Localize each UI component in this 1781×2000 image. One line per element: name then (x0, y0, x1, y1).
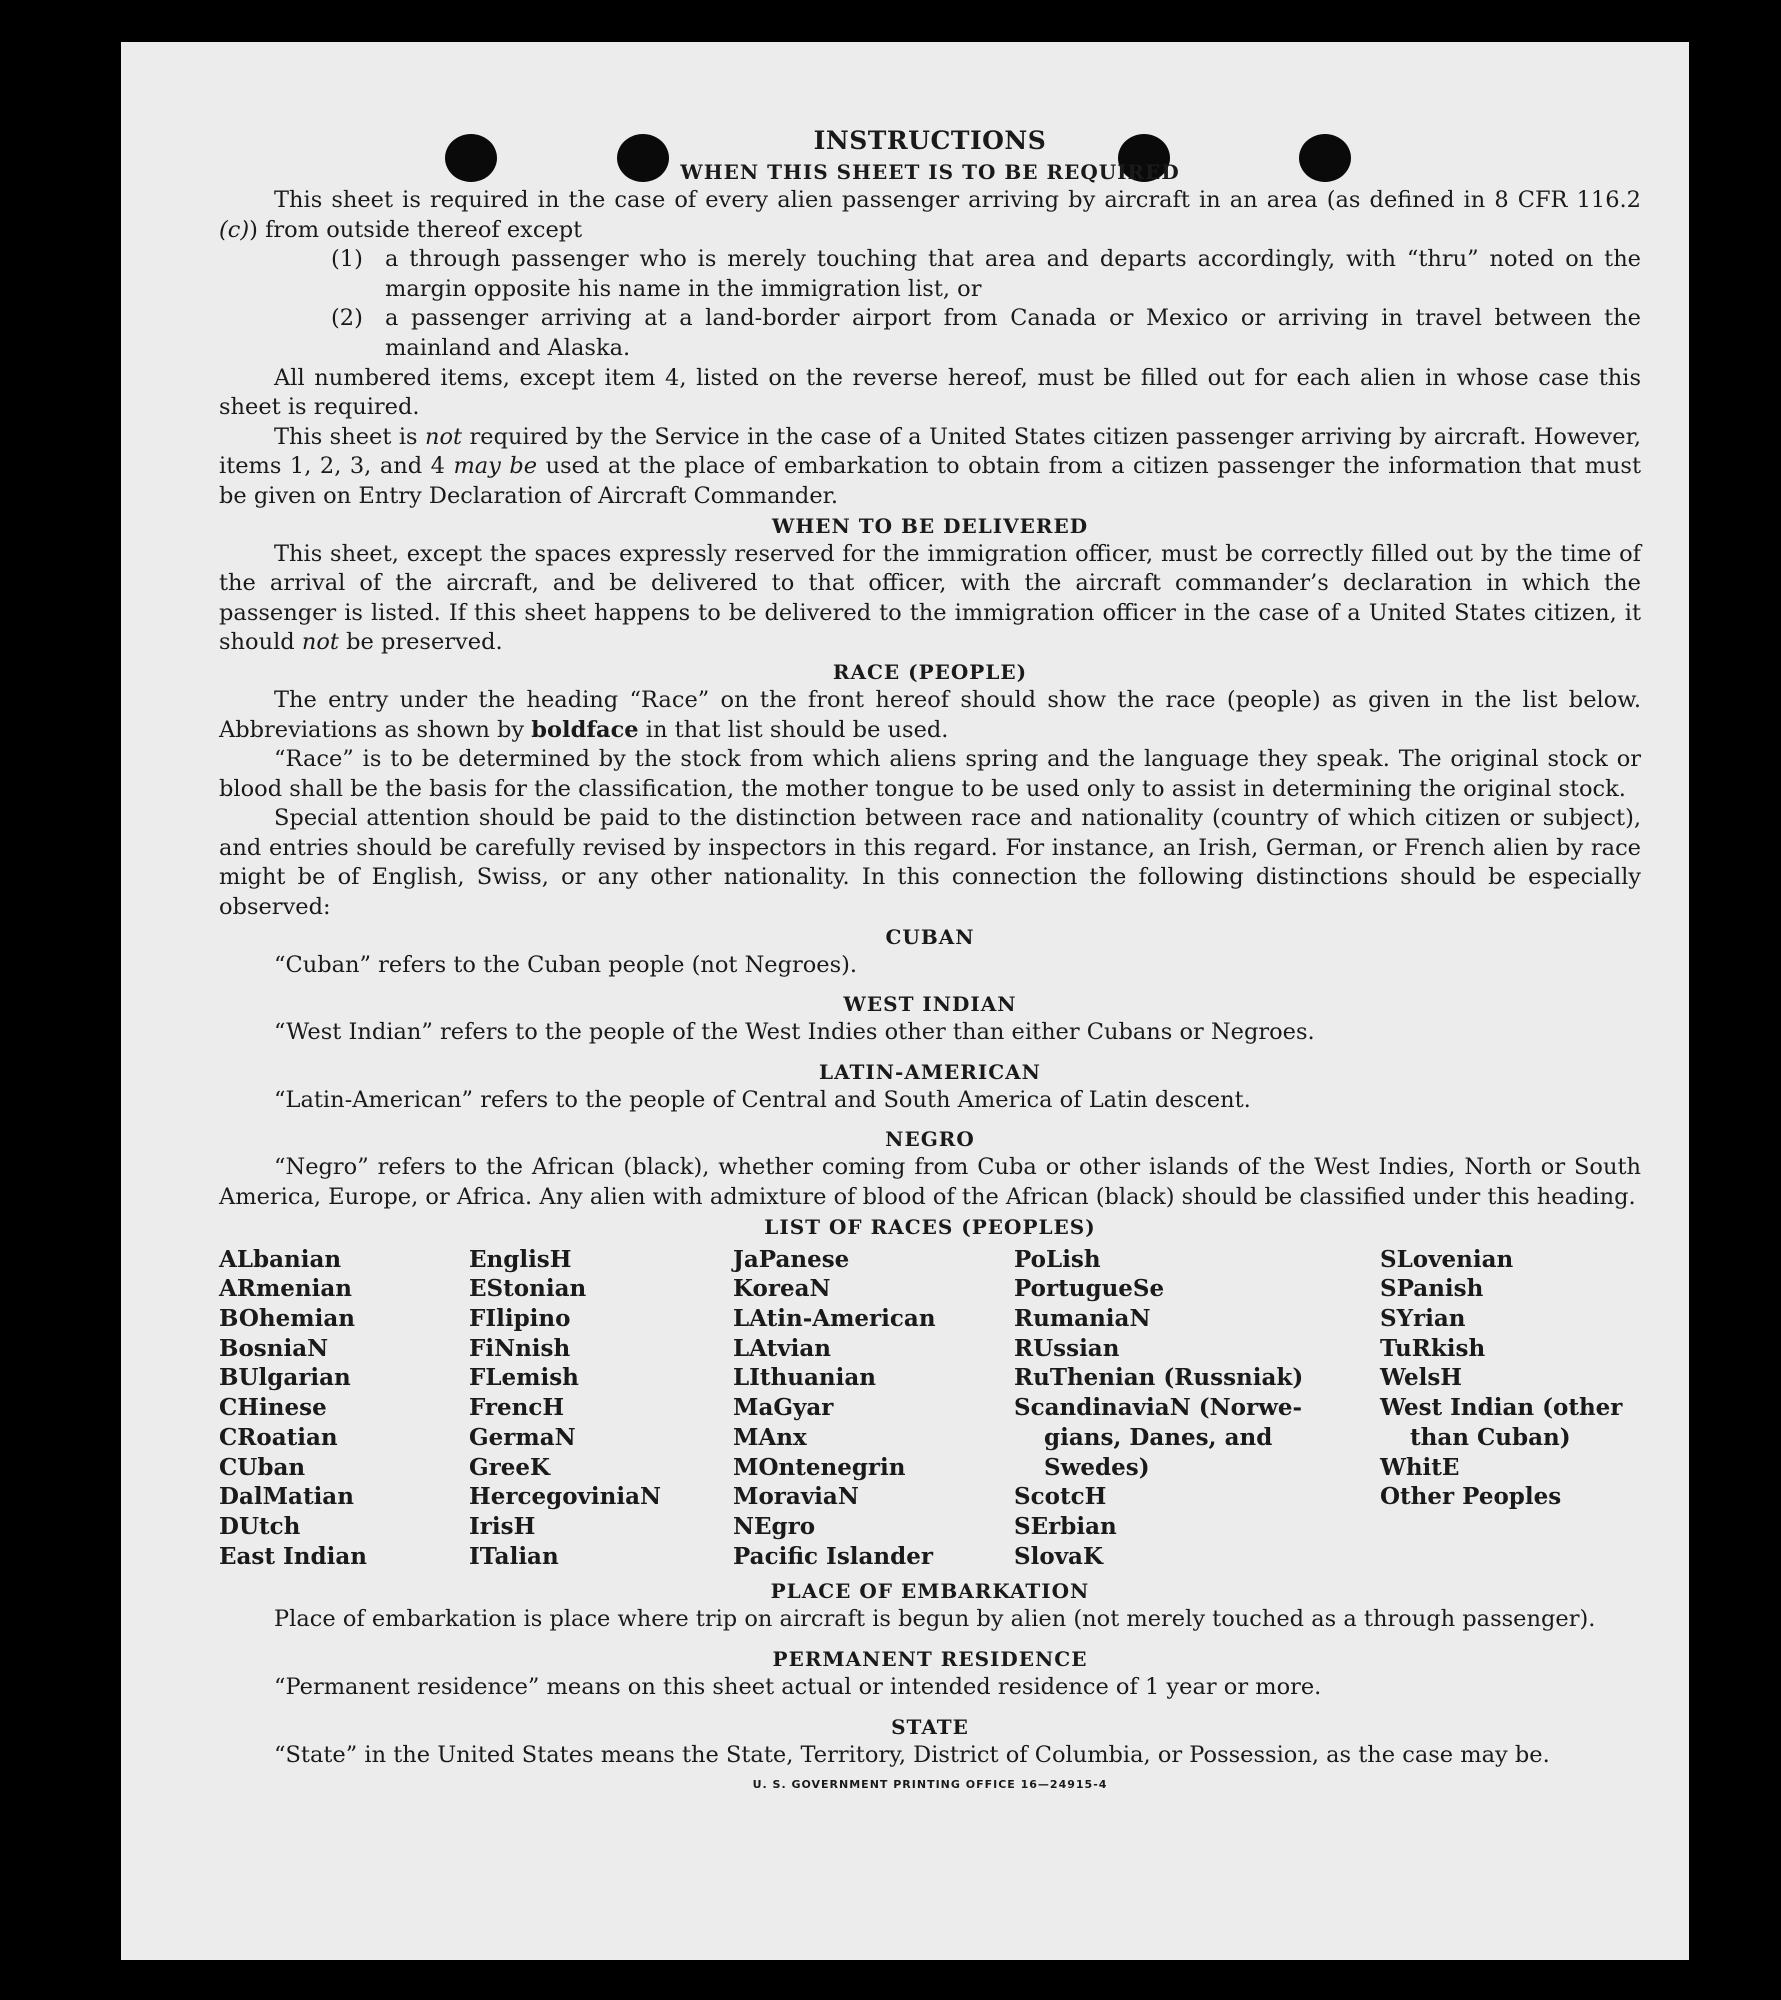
document-sheet (121, 42, 1689, 1960)
race-item: LAtin-American (733, 1305, 936, 1333)
race-item: TuRkish (1380, 1334, 1486, 1362)
race-item: West Indian (other (1380, 1394, 1623, 1422)
race-item: SPanish (1380, 1275, 1484, 1303)
race-item: JaPanese (733, 1245, 850, 1273)
race-item: SlovaK (1014, 1542, 1103, 1570)
race-item: RUssian (1014, 1334, 1120, 1362)
race-item: NEgro (733, 1512, 816, 1540)
race-item: RuThenian (Russniak) (1014, 1364, 1304, 1392)
paragraph: All numbered items, except item 4, listed on the reverse hereof, must be filled out for each alien in whose case this sheet is required. (219, 364, 1641, 421)
paragraph: “Race” is to be determined by the stock from which aliens spring and the language they speak. The original stock or blood shall be the basis for the classification, the mother tongue to be used only to assist in determining the original stock. (219, 746, 1641, 802)
paragraph: This sheet, except the spaces expressly reserved for the immigration officer, must be correctly filled out by the time of the arrival of the aircraft, and be delivered to that officer, with the aircraft commander’s declaration in which the passenger is listed. If this sheet happens to be delivered to the immigration officer in the case of a United States citizen, it should not be preserved. (219, 540, 1641, 656)
race-item: HercegoviniaN (469, 1483, 662, 1511)
instructions-body (219, 124, 1641, 1800)
race-item: SErbian (1014, 1512, 1117, 1540)
race-item: Pacific Islander (733, 1542, 933, 1570)
race-item: IrisH (469, 1512, 536, 1540)
race-item: Other Peoples (1380, 1483, 1562, 1511)
race-item: EnglisH (469, 1245, 572, 1273)
race-item: DUtch (219, 1512, 301, 1540)
list-item: (2) a passenger arriving at a land-border airport from Canada or Mexico or arriving in travel between the mainland and Alaska. (331, 305, 1641, 361)
race-item: LAtvian (733, 1334, 831, 1362)
paragraph: Special attention should be paid to the distinction between race and nationality (country of which citizen or subject), and entries should be carefully revised by inspectors in this regard. For instance, an Irish, German, or French alien by race might be of English, Swiss, or any other nationality. In this connection the following distinctions should be especially observed: (219, 805, 1641, 921)
section-heading: WHEN THIS SHEET IS TO BE REQUIRED (680, 160, 1180, 184)
race-column (733, 1245, 1014, 1572)
race-item: CHinese (219, 1394, 327, 1422)
race-item: East Indian (219, 1542, 367, 1570)
page-title: INSTRUCTIONS (813, 126, 1047, 155)
race-item: MOntenegrin (733, 1453, 906, 1481)
section-heading: STATE (891, 1714, 969, 1739)
race-item: Swedes) (1044, 1453, 1150, 1481)
race-column (219, 1245, 469, 1572)
race-item: FiNnish (469, 1334, 571, 1362)
printing-office-footer: U. S. GOVERNMENT PRINTING OFFICE 16—24915-4 (752, 1778, 1108, 1792)
race-column (1014, 1245, 1380, 1572)
race-list (219, 1245, 1641, 1572)
race-item: RumaniaN (1014, 1305, 1151, 1333)
race-item: BUlgarian (219, 1364, 351, 1392)
paragraph: “Latin-American” refers to the people of Central and South America of Latin descent. (274, 1086, 1251, 1113)
race-item: ALbanian (219, 1245, 342, 1273)
race-item: PortugueSe (1014, 1275, 1165, 1303)
race-item: DalMatian (219, 1483, 354, 1511)
race-item: FrencH (469, 1394, 565, 1422)
paragraph: Place of embarkation is place where trip on aircraft is begun by alien (not merely touched as a through passenger). (274, 1606, 1596, 1633)
paragraph: This sheet is not required by the Service in the case of a United States citizen passenger arriving by aircraft. However, items 1, 2, 3, and 4 may be used at the place of embarkation to obtain from a citizen passenger the information that must be given on Entry Declaration of Aircraft Commander. (219, 423, 1641, 509)
race-item: FIlipino (469, 1305, 571, 1333)
paragraph: The entry under the heading “Race” on the front hereof should show the race (people) as given in the list below. Abbreviations as shown by boldface in that list should be used. (219, 686, 1641, 743)
paragraph: “State” in the United States means the State, Territory, District of Columbia, or Possession, as the case may be. (274, 1741, 1550, 1768)
race-column (469, 1245, 733, 1572)
race-item: BOhemian (219, 1305, 355, 1333)
section-heading: WEST INDIAN (843, 992, 1017, 1017)
race-item: ScotcH (1014, 1483, 1107, 1511)
race-item: SYrian (1380, 1305, 1466, 1333)
race-item: CRoatian (219, 1423, 338, 1451)
list-item: (1) a through passenger who is merely touching that area and departs accordingly, with “thru” noted on the margin opposite his name in the immigration list, or (331, 246, 1641, 302)
race-item: GreeK (469, 1453, 551, 1481)
section-heading: LATIN-AMERICAN (819, 1059, 1041, 1084)
race-item: GermaN (469, 1423, 576, 1451)
race-column (1380, 1245, 1635, 1572)
race-item: KoreaN (733, 1275, 831, 1303)
section-heading: LIST OF RACES (PEOPLES) (764, 1214, 1096, 1239)
section-heading: RACE (PEOPLE) (832, 659, 1028, 684)
section-heading: NEGRO (885, 1127, 975, 1152)
race-item: WelsH (1380, 1364, 1463, 1392)
paragraph: This sheet is required in the case of every alien passenger arriving by aircraft in an area (as defined in 8 CFR 116.2 (c)) from outside thereof except (219, 187, 1641, 243)
race-item: ARmenian (219, 1275, 353, 1303)
race-item: than Cuban) (1410, 1423, 1571, 1451)
race-item: EStonian (469, 1275, 587, 1303)
section-heading: PLACE OF EMBARKATION (770, 1579, 1090, 1604)
paragraph: “West Indian” refers to the people of the West Indies other than either Cubans or Negroes. (274, 1019, 1315, 1046)
race-item: ScandinaviaN (Norwe- (1014, 1394, 1303, 1422)
section-heading: CUBAN (885, 924, 975, 949)
race-item: ITalian (469, 1542, 559, 1570)
race-item: gians, Danes, and (1044, 1423, 1273, 1451)
race-item: PoLish (1014, 1245, 1101, 1273)
race-item: MAnx (733, 1423, 807, 1451)
race-item: LIthuanian (733, 1364, 876, 1392)
race-item: CUban (219, 1453, 306, 1481)
race-item: BosniaN (219, 1334, 329, 1362)
paragraph: “Permanent residence” means on this sheet actual or intended residence of 1 year or more. (274, 1673, 1322, 1700)
race-item: FLemish (469, 1364, 579, 1392)
section-heading: PERMANENT RESIDENCE (772, 1646, 1088, 1671)
race-item: WhitE (1380, 1453, 1460, 1481)
paragraph: “Negro” refers to the African (black), whether coming from Cuba or other islands of the West Indies, North or South America, Europe, or Africa. Any alien with admixture of blood of the African (black) should be classified under this heading. (219, 1154, 1641, 1211)
race-item: MoraviaN (733, 1483, 859, 1511)
section-heading: WHEN TO BE DELIVERED (771, 513, 1089, 538)
race-item: MaGyar (733, 1394, 834, 1422)
paragraph: “Cuban” refers to the Cuban people (not Negroes). (274, 951, 858, 978)
race-item: SLovenian (1380, 1245, 1514, 1273)
